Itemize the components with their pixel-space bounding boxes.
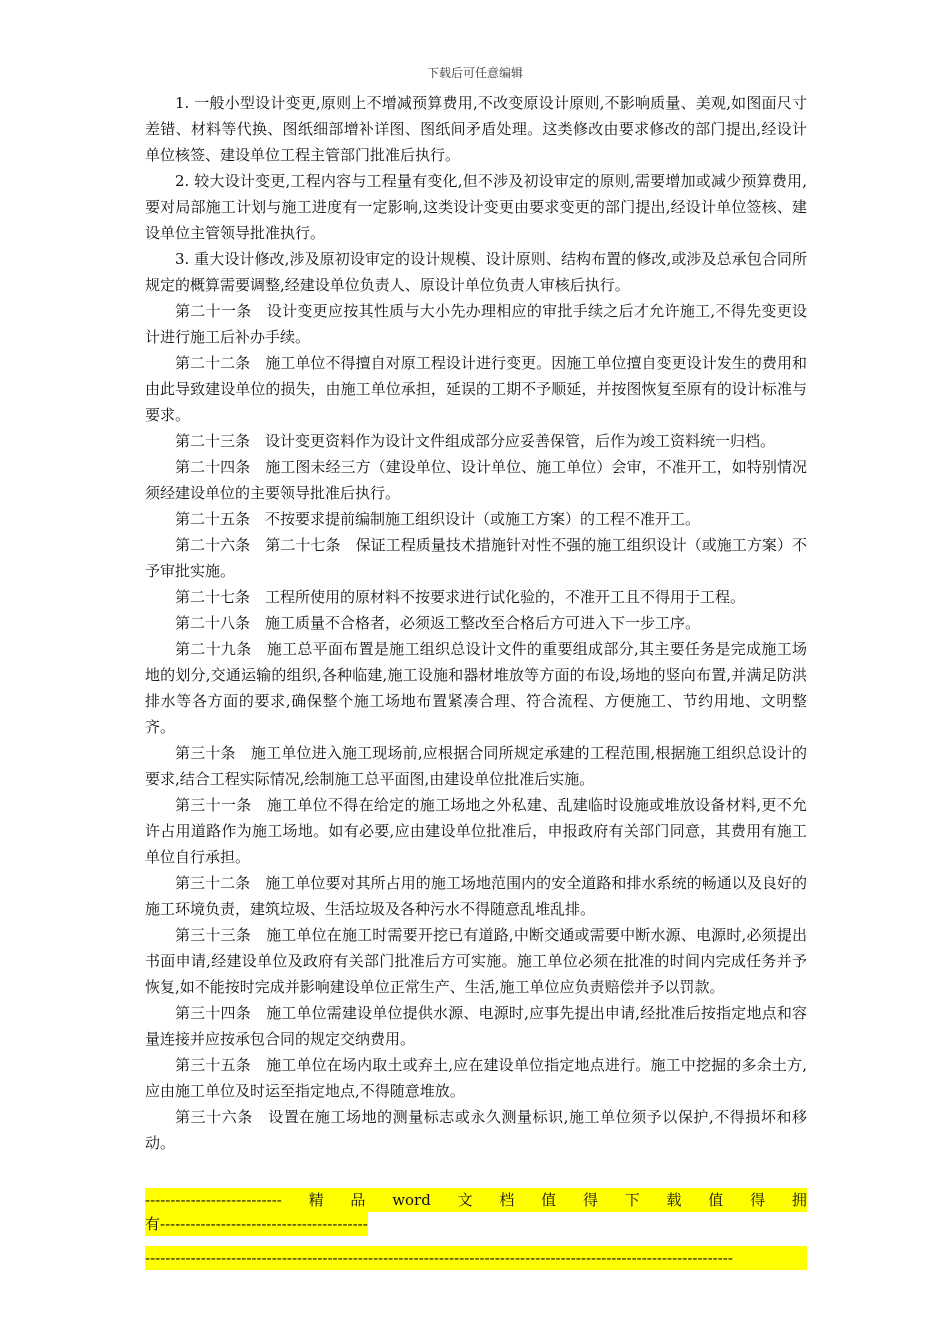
document-body [145, 90, 807, 1156]
paragraph: 第三十条 施工单位进入施工现场前,应根据合同所规定承建的工程范围,根据施工组织总设计的要求,结合工程实际情况,绘制施工总平面图,由建设单位批准后实施。 [145, 744, 807, 788]
paragraph: 第二十三条 设计变更资料作为设计文件组成部分应妥善保管，后作为竣工资料统一归档。 [175, 432, 776, 450]
paragraph: 第三十三条 施工单位在施工时需要开挖已有道路,中断交通或需要中断水源、电源时,必须提出书面申请,经建设单位及政府有关部门批准后方可实施。施工单位必须在批准的时间内完成任务并予恢复,如不能按时完成并影响建设单位正常生产、生活,施工单位应负责赔偿并予以罚款。 [145, 926, 807, 996]
paragraph: 第二十二条 施工单位不得擅自对原工程设计进行变更。因施工单位擅自变更设计发生的费用和由此导致建设单位的损失，由施工单位承担，延误的工期不予顺延，并按图恢复至原有的设计标准与要求。 [145, 354, 807, 424]
footer-char: 下 [624, 1191, 640, 1209]
footer-char: 文 [457, 1191, 473, 1209]
paragraph: 第三十二条 施工单位要对其所占用的施工场地范围内的安全道路和排水系统的畅通以及良好的施工环境负责，建筑垃圾、生活垃圾及各种污水不得随意乱堆乱排。 [145, 874, 807, 918]
paragraph: 第三十五条 施工单位在场内取土或弃土,应在建设单位指定地点进行。施工中挖掘的多余土方,应由施工单位及时运至指定地点,不得随意堆放。 [145, 1056, 807, 1100]
paragraph: 1. 一般小型设计变更,原则上不增减预算费用,不改变原设计原则,不影响质量、美观,如图面尺寸差错、材料等代换、图纸细部增补详图、图纸间矛盾处理。这类修改由要求修改的部门提出,经设计单位核签、建设单位工程主管部门批准后执行。 [145, 94, 807, 164]
paragraph: 3. 重大设计修改,涉及原初设审定的设计规模、设计原则、结构布置的修改,或涉及总承包合同所规定的概算需要调整,经建设单位负责人、原设计单位负责人审核后执行。 [145, 250, 807, 294]
paragraph: 第二十六条 第二十七条 保证工程质量技术措施针对性不强的施工组织设计（或施工方案）不予审批实施。 [145, 536, 807, 580]
paragraph: 第三十六条 设置在施工场地的测量标志或永久测量标识,施工单位须予以保护,不得损坏和移动。 [145, 1108, 807, 1152]
footer-char: 拥 [791, 1191, 807, 1209]
footer-char: word [392, 1191, 431, 1209]
paragraph: 第三十四条 施工单位需建设单位提供水源、电源时,应事先提出申请,经批准后按指定地点和容量连接并应按承包合同的规定交纳费用。 [145, 1004, 807, 1048]
footer-char: 档 [499, 1191, 515, 1209]
paragraph: 第二十九条 施工总平面布置是施工组织总设计文件的重要组成部分,其主要任务是完成施工场地的划分,交通运输的组织,各种临建,施工设施和器材堆放等方面的布设,场地的竖向布置,并满足防洪排水等各方面的要求,确保整个施工场地布置紧凑合理、符合流程、方便施工、节约用地、文明整齐。 [145, 640, 807, 736]
paragraph: 第二十七条 工程所使用的原材料不按要求进行试化验的，不准开工且不得用于工程。 [175, 588, 746, 606]
footer-banner [145, 1188, 807, 1270]
paragraph: 第三十一条 施工单位不得在给定的施工场地之外私建、乱建临时设施或堆放设备材料,更不允许占用道路作为施工场地。如有必要,应由建设单位批准后，申报政府有关部门同意，其费用有施工单位自行承担。 [145, 796, 807, 866]
paragraph: 第二十五条 不按要求提前编制施工组织设计（或施工方案）的工程不准开工。 [175, 510, 701, 528]
paragraph: 第二十一条 设计变更应按其性质与大小先办理相应的审批手续之后才允许施工,不得先变更设计进行施工后补办手续。 [145, 302, 807, 346]
footer-char: 值 [708, 1191, 724, 1209]
paragraph: 第二十四条 施工图未经三方（建设单位、设计单位、施工单位）会审，不准开工，如特别情况须经建设单位的主要领导批准后执行。 [145, 458, 807, 502]
footer-char: 得 [750, 1191, 766, 1209]
footer-line-1 [145, 1188, 807, 1212]
footer-char: 值 [541, 1191, 557, 1209]
footer-dashes: --------------------------- [145, 1191, 282, 1209]
footer-char: 精 [308, 1191, 324, 1209]
footer-char: 品 [350, 1191, 366, 1209]
footer-line-3: -------------------------------------------------------------------------------------------------------------------- [145, 1246, 807, 1270]
footer-line-2: 有----------------------------------------- [145, 1212, 368, 1236]
paragraph: 第二十八条 施工质量不合格者，必须返工整改至合格后方可进入下一步工序。 [175, 614, 701, 632]
paragraph: 2. 较大设计变更,工程内容与工程量有变化,但不涉及初设审定的原则,需要增加或减少预算费用,要对局部施工计划与施工进度有一定影响,这类设计变更由要求变更的部门提出,经设计单位签核、建设单位主管领导批准执行。 [145, 172, 807, 242]
page-header: 下载后可任意编辑 [426, 66, 523, 80]
footer-char: 载 [666, 1191, 682, 1209]
footer-char: 得 [582, 1191, 598, 1209]
